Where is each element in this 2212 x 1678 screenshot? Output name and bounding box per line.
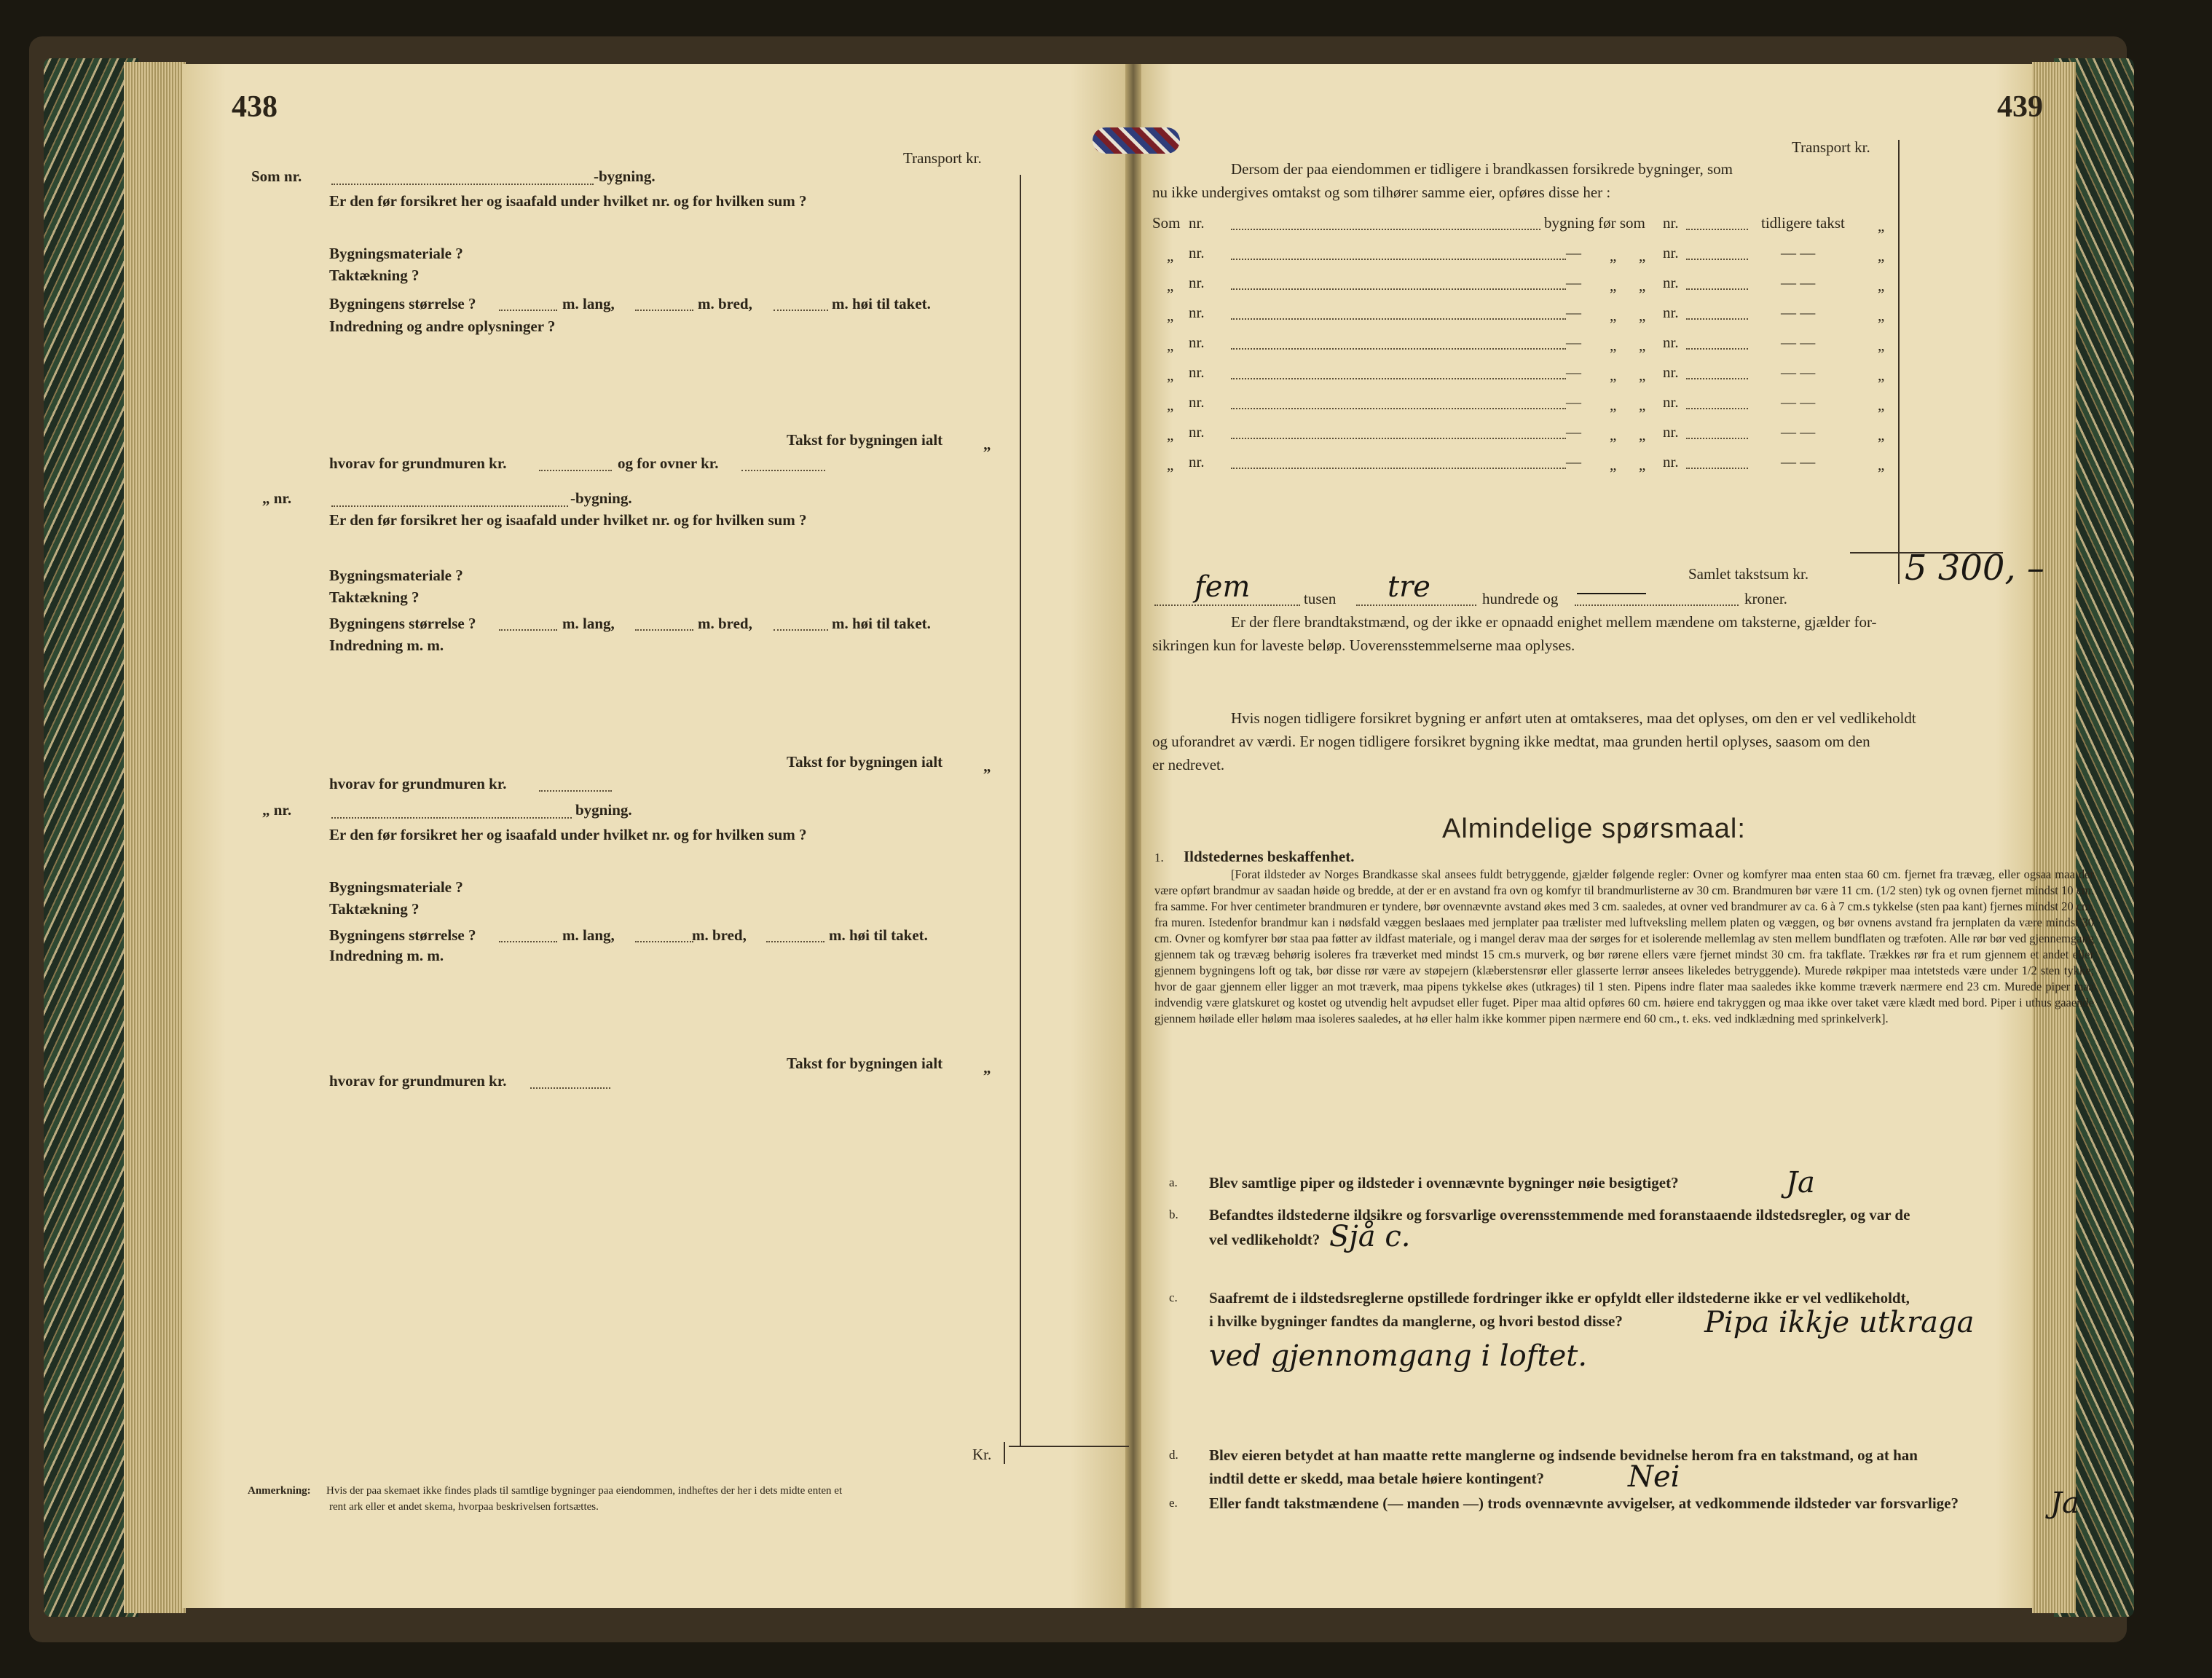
hoi-2: m. høi til taket. [832,615,931,632]
blank-line [1231,378,1566,379]
forsikret-1: Er den før forsikret her og isaafald under hvilket nr. og for hvilken sum ? [329,192,807,210]
table-ditto: „ [1610,366,1617,384]
blank-line [1686,229,1748,230]
table-nr: nr. [1663,304,1679,321]
blank-line [1686,378,1748,379]
hundrede-label: hundrede og [1482,590,1559,607]
amount-column-rule-right [1898,140,1900,584]
blank-line [539,790,612,792]
table-ditto: „ [1610,456,1617,473]
question-text: indtil dette er skedd, maa betale høiere kontingent? [1209,1470,1545,1487]
hvis-line-1: Hvis nogen tidligere forsikret bygning er anført uten at omtakseres, maa det oplyses, om den er vel vedlikeholdt [1231,709,1916,727]
ditto-3: „ [983,1059,991,1076]
question-letter: e. [1169,1496,1178,1510]
table-nr: nr. [1663,334,1679,351]
section-title: Ildstedernes beskaffenhet. [1184,848,1355,865]
table-nr: nr. [1663,393,1679,411]
hoi-3: m. høi til taket. [829,926,928,944]
table-nr: nr. [1189,453,1205,470]
amount-column-rule [1020,175,1021,1446]
flere-line-1: Er der flere brandtakstmænd, og der ikke er opnaadd enighet mellem mændene om taksterne, gjælder for- [1231,613,1877,631]
blank-line [635,629,693,631]
table-nr: nr. [1189,423,1205,441]
hvorav-2: hvorav for grundmuren kr. [329,775,507,792]
blank-line [1686,259,1748,260]
hvis-line-3: er nedrevet. [1152,756,1225,773]
table-ditto: „ [1167,277,1174,294]
indredning-1: Indredning og andre oplysninger ? [329,318,556,335]
blank-line [1231,288,1566,290]
table-dash: — [1566,393,1581,411]
question-text: vel vedlikeholdt? [1209,1231,1320,1248]
page-number-right: 439 [1997,90,2043,124]
table-nr: nr. [1189,393,1205,411]
table-ditto: „ [1167,426,1174,444]
bygning-1: -bygning. [594,168,656,185]
blank-line [1231,229,1540,230]
table-ditto: „ [1878,426,1885,444]
bygning-3: bygning. [575,801,632,819]
table-nr: nr. [1663,423,1679,441]
table-ditto: „ [1878,336,1885,354]
blank-line [331,817,572,819]
table-ditto: „ [1639,277,1646,294]
question-answer: Nei [1628,1460,1680,1494]
page-edges-left [124,62,186,1613]
storrelse-1: Bygningens størrelse ? [329,295,476,312]
flere-line-2: sikringen kun for laveste beløp. Uoverensstemmelserne maa oplyses. [1152,637,1575,654]
table-nr: nr. [1189,304,1205,321]
table-dash: — [1566,453,1581,470]
taktaekning-3: Taktækning ? [329,900,420,918]
table-dash: — [1566,334,1581,351]
intro-line-2: nu ikke undergives omtakst og som tilhører samme eier, opføres disse her : [1152,184,1611,201]
ovner-1: og for ovner kr. [618,454,719,472]
page-edges-right [2032,62,2076,1613]
blank-line [766,941,824,942]
blank-line [1575,604,1739,606]
table-ditto: „ [1610,277,1617,294]
bred-2: m. bred, [698,615,752,632]
blank-line [499,941,557,942]
question-answer: Pipa ikkje utkraga [1704,1306,1975,1339]
anmerkning-line-1: Hvis der paa skemaet ikke findes plads til samtlige bygninger paa eiendommen, indheftes der her i dets midte enten et [326,1485,843,1497]
blank-line [1686,318,1748,320]
page-number-left: 438 [232,90,278,124]
blank-line [1231,318,1566,320]
blank-line [1231,438,1566,439]
table-ditto: „ [1639,396,1646,414]
question-text: Blev eieren betydet at han maatte rette manglerne og indsende bevidnelse herom fra en takstmand, og at han [1209,1446,1918,1464]
question-letter: b. [1169,1208,1178,1221]
table-nr: nr. [1189,363,1205,381]
blank-line [635,941,693,942]
table-ditto: „ [1167,396,1174,414]
table-ditto: „ [1639,336,1646,354]
forsikret-2: Er den før forsikret her og isaafald under hvilket nr. og for hvilken sum ? [329,511,807,529]
blank-line [1231,468,1566,469]
blank-line [539,470,612,471]
table-dash: — — [1781,244,1816,261]
table-dash: — — [1781,334,1816,351]
question-letter: d. [1169,1448,1178,1462]
transport-label-right: Transport kr. [1792,138,1870,156]
table-dash: — — [1781,393,1816,411]
table-dash: — — [1781,423,1816,441]
ditto-1: „ [983,436,991,453]
question-letter: c. [1169,1291,1178,1304]
handwritten-dash [1577,593,1646,594]
bygning-2: -bygning. [570,489,632,507]
section-heading: Almindelige spørsmaal: [1442,814,1746,844]
table-ditto: „ [1610,396,1617,414]
table-ditto: „ [1878,396,1885,414]
blank-line [774,310,828,311]
table-ditto: „ [1167,307,1174,324]
ildsted-regler-text: [Forat ildsteder av Norges Brandkasse skal ansees fuldt betryggende, gjælder følgende regler: Ovner og komfyrer maa enten staa 60 cm. fjernet fra trævæg, eller ogsaa maa der være opført brandmur av saadan høide og bredde, at der er en avstand fra ovn og komfyr til brandmurlisterne av 30 cm. Brandmuren bør være 11 cm. (1/2 sten) tyk og ovnen fjernet mindst 10 cm. fra samme. For hver centimeter brandmuren er tyndere, bør ovennævnte avstand økes med 3 cm. saaledes, at ovner ved brandmurer av ca. 6 à 7 cm.s tykkelse (sten paa kant) fjernes mindst 20 cm. fra muren. Istedenfor brandmur kan i nødsfald væggen beslaaes med jernplater paa trælister med luftveksling mellem platen og væggen, og bør ovnens avstand fra jernplaten da være mindst 30 cm. Ovner og komfyrer bør staa paa føtter av ildfast materiale, og i mangel derav maa der sørges for et isolerende mellemlag av sten mellem bundflaten og træfoten. Alle rør bør ved gjennemgang gjennem tak og trævæg behørig isoleres fra træverket med mindst 15 cm.s murverk, og bør rørene ellers være fjernet mindst 30 cm. fra takflate. Trækkes rør fra et rum gjennem et andet eller gjennem bygningens loft og tak, bør disse rør være av støpejern (klæberstensrør eller glasserte lerrør ansees likeledes betryggende). Murede røkpiper maa intetsteds være under 1/2 sten tykke; hvor de gaar gjennem eller ligger an mot træverk, maa pipens tykkelse økes (utkrages) til 1 sten. Pipens indre flater maa saaledes ikke komme træverk nærmere end 23 cm. Murede piper maa indvendig være glatskuret og kostet og utvendig helt avpudset eller fuget. Piper maa altid opføres 60 cm. høiere end takryggen og maa ikke over taket være klædt med bord. Piper i uthus gaaende gjennem høilade eller høløm maa isoleres saaledes, at hø eller halm ikke kommer pipen nærmere end 60 cm., t. eks. ved indklædning med sprinkelverk]. [1154,867,2094,1025]
table-ditto: „ [1639,456,1646,473]
question-text: Saafremt de i ildstedsreglerne opstillede fordringer ikke er opfyldt eller ildstederne ikke er vel vedlikeholdt, [1209,1289,1910,1307]
takst-2: Takst for bygningen ialt [787,753,943,771]
kr-footer: Kr. [972,1446,992,1463]
anmerkning-label: Anmerkning: [248,1485,311,1497]
takst-1: Takst for bygningen ialt [787,431,943,449]
table-nr: nr. [1189,214,1205,232]
question-answer: Ja [1786,1166,1815,1200]
blank-line [774,629,828,631]
samlet-takstsum-label: Samlet takstsum kr. [1688,565,1809,583]
table-ditto: „ [1167,336,1174,354]
table-dash: — [1566,363,1581,381]
takst-3: Takst for bygningen ialt [787,1055,943,1072]
table-ditto: „ [1167,247,1174,264]
question-text: Eller fandt takstmændene (— manden —) trods ovennævnte avvigelser, at vedkommende ildsteder var forsvarlige? [1209,1494,1959,1512]
blank-line [1154,604,1300,606]
table-dash: — — [1781,274,1816,291]
table-ditto: „ [1639,366,1646,384]
section-number: 1. [1154,851,1164,864]
taktaekning-1: Taktækning ? [329,267,420,284]
hvorav-1: hvorav for grundmuren kr. [329,454,507,472]
blank-line [331,505,568,507]
table-nr: nr. [1189,334,1205,351]
bred-1: m. bred, [698,295,752,312]
question-letter: a. [1169,1175,1178,1189]
materiale-2: Bygningsmateriale ? [329,567,463,584]
kroner-label: kroner. [1744,590,1787,607]
materiale-3: Bygningsmateriale ? [329,878,463,896]
hvis-line-2: og uforandret av værdi. Er nogen tidligere forsikret bygning ikke medtat, maa grunden hertil oplyses, saasom om den [1152,733,1870,750]
hundrede-handwritten: tre [1388,570,1430,604]
table-dash: — — [1781,363,1816,381]
total-rule-left [1009,1446,1129,1447]
table-ditto: „ [1610,336,1617,354]
blank-line [1231,259,1566,260]
lang-3: m. lang, [562,926,615,944]
table-ditto: „ [1639,426,1646,444]
lang-2: m. lang, [562,615,615,632]
question-answer: Sjå c. [1329,1220,1411,1253]
question-answer: Ja [2050,1486,2079,1520]
blank-line [530,1087,610,1089]
table-som: Som [1152,214,1181,232]
blank-line [1686,438,1748,439]
blank-line [741,470,825,471]
table-ditto: „ [1878,366,1885,384]
question-text: Blev samtlige piper og ildsteder i ovennævnte bygninger nøie besigtiget? [1209,1174,1679,1191]
book-gutter [1125,64,1141,1608]
table-ditto: „ [1878,217,1885,235]
table-dash: — [1566,304,1581,321]
materiale-1: Bygningsmateriale ? [329,245,463,262]
table-nr: nr. [1663,214,1679,232]
blank-line [1356,604,1476,606]
table-ditto: „ [1610,307,1617,324]
table-ditto: „ [1610,247,1617,264]
table-ditto: „ [1878,277,1885,294]
storrelse-2: Bygningens størrelse ? [329,615,476,632]
blank-line [1686,348,1748,350]
blank-line [1686,288,1748,290]
table-dash: — — [1781,304,1816,321]
table-nr: nr. [1189,244,1205,261]
indredning-3: Indredning m. m. [329,947,444,964]
table-dash: — [1566,244,1581,261]
table-tidligere-takst: tidligere takst [1761,214,1845,232]
table-dash: — — [1781,453,1816,470]
table-ditto: „ [1639,307,1646,324]
som-nr-3: „ nr. [262,801,292,819]
taktaekning-2: Taktækning ? [329,588,420,606]
blank-line [1231,348,1566,350]
question-text: i hvilke bygninger fandtes da manglerne, og hvori bestod disse? [1209,1312,1623,1330]
blank-line [499,310,557,311]
blank-line [331,184,594,185]
blank-line [1686,468,1748,469]
table-bygning-for-som: bygning før som [1544,214,1645,232]
som-nr-2: „ nr. [262,489,292,507]
tusen-label: tusen [1304,590,1337,607]
forsikret-3: Er den før forsikret her og isaafald under hvilket nr. og for hvilken sum ? [329,826,807,843]
bred-3: m. bred, [692,926,747,944]
table-nr: nr. [1663,363,1679,381]
tusen-handwritten: fem [1194,570,1251,604]
lang-1: m. lang, [562,295,615,312]
question-text: Befandtes ildstederne ildsikre og forsvarlige overensstemmende med foranstaaende ildstedsregler, og var de [1209,1206,1910,1224]
hvorav-3: hvorav for grundmuren kr. [329,1072,507,1090]
anmerkning-line-2: rent ark eller et andet skema, hvorpaa beskrivelsen fortsættes. [329,1501,599,1513]
table-ditto: „ [1167,366,1174,384]
table-nr: nr. [1663,453,1679,470]
samlet-takstsum-value: 5 300, – [1905,548,2044,588]
bookmark-ribbon [1093,127,1180,154]
som-nr-1: Som nr. [251,168,302,185]
table-ditto: „ [1878,307,1885,324]
blank-line [635,310,693,311]
transport-label-left: Transport kr. [903,149,982,167]
blank-line [1686,408,1748,409]
question-answer: ved gjennomgang i loftet. [1209,1339,1588,1373]
table-dash: — [1566,274,1581,291]
storrelse-3: Bygningens størrelse ? [329,926,476,944]
table-ditto: „ [1639,247,1646,264]
table-dash: — [1566,423,1581,441]
ditto-2: „ [983,757,991,775]
table-nr: nr. [1189,274,1205,291]
table-ditto: „ [1878,456,1885,473]
table-nr: nr. [1663,244,1679,261]
table-ditto: „ [1878,247,1885,264]
table-ditto: „ [1167,456,1174,473]
table-nr: nr. [1663,274,1679,291]
amount-rule-tail [1004,1442,1005,1464]
table-ditto: „ [1610,426,1617,444]
hoi-1: m. høi til taket. [832,295,931,312]
indredning-2: Indredning m. m. [329,637,444,654]
blank-line [499,629,557,631]
intro-line-1: Dersom der paa eiendommen er tidligere i brandkassen forsikrede bygninger, som [1231,160,1733,178]
blank-line [1231,408,1566,409]
